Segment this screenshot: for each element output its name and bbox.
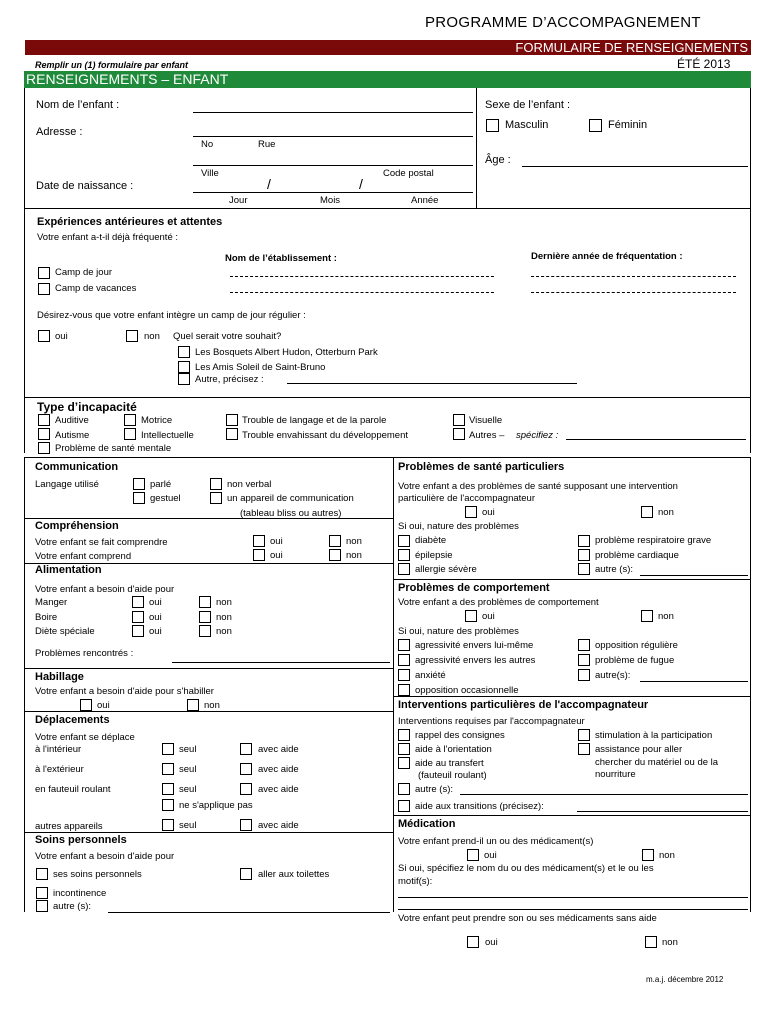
- sante-title: Problèmes de santé particuliers: [398, 461, 565, 473]
- exterieur-aide-label: avec aide: [258, 764, 299, 775]
- autres-checkbox[interactable]: [453, 428, 465, 440]
- dob-slash-1: /: [267, 176, 271, 192]
- child-name-field[interactable]: [193, 112, 473, 113]
- non-verbal-label: non verbal: [227, 479, 272, 490]
- medication-seul-non-checkbox[interactable]: [645, 936, 657, 948]
- right-border-2: [750, 208, 751, 453]
- occasionnelle-checkbox[interactable]: [398, 684, 410, 696]
- diabete-checkbox[interactable]: [398, 535, 410, 547]
- desirez-question: Désirez-vous que votre enfant intègre un camp de jour régulier :: [37, 310, 306, 321]
- ne-sapplique-label: ne s'applique pas: [179, 800, 253, 811]
- habillage-non-label: non: [204, 700, 220, 711]
- medication-specifiez-1: Si oui, spécifiez le nom du ou des médicament(s) et le ou les: [398, 863, 654, 874]
- camp-jour-checkbox[interactable]: [38, 267, 50, 279]
- comportement-autre-field[interactable]: [640, 681, 748, 682]
- soins-title: Soins personnels: [35, 834, 127, 846]
- boire-oui-checkbox[interactable]: [132, 611, 144, 623]
- autres-field[interactable]: [566, 439, 746, 440]
- experiences-question: Votre enfant a-t-il déjà fréquenté :: [37, 232, 179, 243]
- identity-divider: [476, 88, 477, 208]
- comportement-text: Votre enfant a des problèmes de comportement: [398, 597, 599, 608]
- rue-label: Rue: [258, 139, 276, 150]
- interieur-label: à l'intérieur: [35, 744, 82, 755]
- rappel-label: rappel des consignes: [415, 730, 505, 741]
- interventions-requises: Interventions requises par l'accompagnateur: [398, 716, 585, 727]
- exterieur-aide-checkbox[interactable]: [240, 763, 252, 775]
- boire-non-label: non: [216, 612, 232, 623]
- right-border-3: [750, 457, 751, 912]
- manger-oui-label: oui: [149, 597, 162, 608]
- exterieur-seul-checkbox[interactable]: [162, 763, 174, 775]
- option1-checkbox[interactable]: [178, 346, 190, 358]
- transitions-checkbox[interactable]: [398, 800, 410, 812]
- agressivite-lui-label: agressivité envers lui-même: [415, 640, 534, 651]
- comportement-autre-label: autre(s):: [595, 670, 631, 681]
- agressivite-autres-checkbox[interactable]: [398, 654, 410, 666]
- soins-personnels-label: ses soins personnels: [53, 869, 142, 880]
- masculin-checkbox[interactable]: [486, 119, 499, 132]
- sante-text1: Votre enfant a des problèmes de santé supposant une intervention: [398, 481, 678, 492]
- motrice-checkbox[interactable]: [124, 414, 136, 426]
- medication-specifiez-2: motif(s):: [398, 876, 433, 887]
- sante-mentale-checkbox[interactable]: [38, 442, 50, 454]
- interieur-seul-label: seul: [179, 744, 197, 755]
- habillage-question: Votre enfant a besoin d'aide pour s'habiller: [35, 686, 214, 697]
- deplacements-bottom: [24, 832, 393, 833]
- orientation-checkbox[interactable]: [398, 743, 410, 755]
- interieur-aide-checkbox[interactable]: [240, 743, 252, 755]
- problemes-rencontres-field[interactable]: [172, 662, 390, 663]
- boire-oui-label: oui: [149, 612, 162, 623]
- se-fait-label: Votre enfant se fait comprendre: [35, 537, 168, 548]
- se-fait-oui-label: oui: [270, 536, 283, 547]
- camp-jour-etab-field[interactable]: [230, 276, 494, 277]
- langage-label: Trouble de langage et de la parole: [242, 415, 387, 426]
- habillage-oui-label: oui: [97, 700, 110, 711]
- desirez-oui-label: oui: [55, 331, 68, 342]
- autres-label: Autres –: [469, 430, 505, 441]
- parle-checkbox[interactable]: [133, 478, 145, 490]
- comportement-bottom: [393, 696, 751, 697]
- se-fait-non-checkbox[interactable]: [329, 535, 341, 547]
- address-city-field[interactable]: [193, 165, 473, 166]
- sante-autre-field[interactable]: [640, 575, 748, 576]
- comprend-label: Votre enfant comprend: [35, 551, 132, 562]
- camp-vacances-label: Camp de vacances: [55, 283, 137, 294]
- gestuel-label: gestuel: [150, 493, 181, 504]
- visuelle-checkbox[interactable]: [453, 414, 465, 426]
- autres-appareils-seul-label: seul: [179, 820, 197, 831]
- interieur-aide-label: avec aide: [258, 744, 299, 755]
- footer-maj: m.a.j. décembre 2012: [646, 975, 724, 984]
- langage-checkbox[interactable]: [226, 414, 238, 426]
- sante-non-label: non: [658, 507, 674, 518]
- instruction-text: Remplir un (1) formulaire par enfant: [35, 60, 189, 70]
- ville-label: Ville: [201, 168, 219, 179]
- comportement-autre-checkbox[interactable]: [578, 669, 590, 681]
- fauteuil-aide-label: avec aide: [258, 784, 299, 795]
- assistance-label-3: nourriture: [595, 769, 636, 780]
- anxiete-checkbox[interactable]: [398, 669, 410, 681]
- soins-autre-checkbox[interactable]: [36, 900, 48, 912]
- soins-question: Votre enfant a besoin d'aide pour: [35, 851, 175, 862]
- incapacite-title: Type d’incapacité: [37, 400, 137, 414]
- specifiez-label: spécifiez :: [516, 430, 559, 441]
- etab-header: Nom de l’établissement :: [225, 253, 337, 264]
- comportement-non-checkbox[interactable]: [641, 610, 653, 622]
- annee-label: Année: [411, 195, 439, 206]
- envahissant-label: Trouble envahissant du développement: [242, 430, 409, 441]
- toilettes-checkbox[interactable]: [240, 868, 252, 880]
- stimulation-label: stimulation à la participation: [595, 730, 713, 741]
- gestuel-checkbox[interactable]: [133, 492, 145, 504]
- diete-non-label: non: [216, 626, 232, 637]
- transitions-field[interactable]: [577, 811, 748, 812]
- auditive-checkbox[interactable]: [38, 414, 50, 426]
- medication-question: Votre enfant prend-il un ou des médicament(s): [398, 836, 594, 847]
- fauteuil-aide-checkbox[interactable]: [240, 783, 252, 795]
- auditive-label: Auditive: [55, 415, 89, 426]
- camp-jour-label: Camp de jour: [55, 267, 113, 278]
- sante-text2: particulière de l'accompagnateur: [398, 493, 536, 504]
- camp-vacances-checkbox[interactable]: [38, 283, 50, 295]
- alimentation-title: Alimentation: [35, 564, 102, 576]
- desirez-non-checkbox[interactable]: [126, 330, 138, 342]
- incapacite-bottom-border: [24, 457, 751, 458]
- habillage-bottom: [24, 711, 393, 712]
- medication-oui-checkbox[interactable]: [467, 849, 479, 861]
- manger-label: Manger: [35, 597, 68, 608]
- interieur-seul-checkbox[interactable]: [162, 743, 174, 755]
- incontinence-checkbox[interactable]: [36, 887, 48, 899]
- comportement-nature: Si oui, nature des problèmes: [398, 626, 519, 637]
- manger-non-checkbox[interactable]: [199, 596, 211, 608]
- intellectuelle-checkbox[interactable]: [124, 428, 136, 440]
- camp-vacances-annee-field[interactable]: [531, 292, 736, 293]
- dob-slash-2: /: [359, 176, 363, 192]
- diabete-label: diabète: [415, 535, 447, 546]
- no-label: No: [201, 139, 214, 150]
- sante-autre-checkbox[interactable]: [578, 563, 590, 575]
- option3-checkbox[interactable]: [178, 373, 190, 385]
- problemes-rencontres-label: Problèmes rencontrés :: [35, 648, 134, 659]
- respiratoire-checkbox[interactable]: [578, 535, 590, 547]
- alimentation-bottom: [24, 668, 393, 669]
- diete-non-checkbox[interactable]: [199, 625, 211, 637]
- age-label: Âge :: [485, 154, 511, 166]
- ne-sapplique-checkbox[interactable]: [162, 799, 174, 811]
- code-postal-label: Code postal: [383, 168, 434, 179]
- option2-label: Les Amis Soleil de Saint-Bruno: [195, 362, 326, 373]
- left-border-3: [24, 457, 25, 912]
- occasionnelle-label: opposition occasionnelle: [415, 685, 519, 696]
- feminin-checkbox[interactable]: [589, 119, 602, 132]
- medication-seul-oui-label: oui: [485, 937, 498, 948]
- fugue-checkbox[interactable]: [578, 654, 590, 666]
- mois-label: Mois: [320, 195, 341, 206]
- experiences-title: Expériences antérieures et attentes: [37, 216, 223, 228]
- motrice-label: Motrice: [141, 415, 173, 426]
- autres-appareils-label: autres appareils: [35, 821, 103, 832]
- habillage-title: Habillage: [35, 671, 84, 683]
- desirez-oui-checkbox[interactable]: [38, 330, 50, 342]
- option2-checkbox[interactable]: [178, 361, 190, 373]
- medication-non-checkbox[interactable]: [642, 849, 654, 861]
- cardiaque-checkbox[interactable]: [578, 549, 590, 561]
- allergie-checkbox[interactable]: [398, 563, 410, 575]
- langage-utilise-label: Langage utilisé: [35, 479, 99, 490]
- stimulation-checkbox[interactable]: [578, 729, 590, 741]
- diete-oui-label: oui: [149, 626, 162, 637]
- banner-red-title: FORMULAIRE DE RENSEIGNEMENTS: [515, 40, 748, 55]
- comprehension-title: Compréhension: [35, 520, 119, 532]
- season-label: ÉTÉ 2013: [677, 57, 731, 71]
- address-street-field[interactable]: [193, 136, 473, 137]
- fauteuil-seul-checkbox[interactable]: [162, 783, 174, 795]
- banner-green-title: RENSEIGNEMENTS – ENFANT: [26, 71, 229, 87]
- agressivite-autres-label: agressivité envers les autres: [415, 655, 536, 666]
- soins-personnels-checkbox[interactable]: [36, 868, 48, 880]
- se-fait-oui-checkbox[interactable]: [253, 535, 265, 547]
- fauteuil-seul-label: seul: [179, 784, 197, 795]
- autisme-checkbox[interactable]: [38, 428, 50, 440]
- comportement-title: Problèmes de comportement: [398, 582, 550, 594]
- anxiete-label: anxiété: [415, 670, 446, 681]
- non-verbal-checkbox[interactable]: [210, 478, 222, 490]
- fauteuil-label: en fauteuil roulant: [35, 784, 111, 795]
- comprend-oui-label: oui: [270, 550, 283, 561]
- option1-label: Les Bosquets Albert Hudon, Otterburn Park: [195, 347, 378, 358]
- desirez-non-label: non: [144, 331, 160, 342]
- toilettes-label: aller aux toilettes: [258, 869, 330, 880]
- communication-bottom: [24, 518, 393, 519]
- option3-field[interactable]: [287, 383, 577, 384]
- medication-field-1[interactable]: [398, 897, 748, 898]
- agressivite-lui-checkbox[interactable]: [398, 639, 410, 651]
- sexe-label: Sexe de l’enfant :: [485, 99, 571, 111]
- age-field[interactable]: [522, 166, 748, 167]
- camp-vacances-etab-field[interactable]: [230, 292, 494, 293]
- derniere-header: Dernière année de fréquentation :: [531, 251, 683, 262]
- epilepsie-checkbox[interactable]: [398, 549, 410, 561]
- medication-seul-oui-checkbox[interactable]: [467, 936, 479, 948]
- cardiaque-label: problème cardiaque: [595, 550, 679, 561]
- interventions-autre-label: autre (s):: [415, 784, 454, 795]
- boire-non-checkbox[interactable]: [199, 611, 211, 623]
- comportement-non-label: non: [658, 611, 674, 622]
- respiratoire-label: problème respiratoire grave: [595, 535, 712, 546]
- manger-non-label: non: [216, 597, 232, 608]
- dob-label: Date de naissance :: [36, 180, 134, 192]
- child-name-label: Nom de l’enfant :: [36, 99, 120, 111]
- autres-appareils-aide-label: avec aide: [258, 820, 299, 831]
- souhait-label: Quel serait votre souhait?: [173, 331, 282, 342]
- interventions-autre-field[interactable]: [460, 794, 748, 795]
- transitions-label: aide aux transitions (précisez):: [415, 801, 544, 812]
- sante-oui-checkbox[interactable]: [465, 506, 477, 518]
- assistance-label-2: chercher du matériel ou de la: [595, 757, 719, 768]
- sante-bottom: [393, 579, 751, 580]
- experiences-bottom-border: [24, 397, 751, 398]
- medication-oui-label: oui: [484, 850, 497, 861]
- autres-appareils-seul-checkbox[interactable]: [162, 819, 174, 831]
- left-border: [24, 88, 25, 208]
- visuelle-label: Visuelle: [469, 415, 503, 426]
- sante-oui-label: oui: [482, 507, 495, 518]
- parle-label: parlé: [150, 479, 172, 490]
- transfert-label-1: aide au transfert: [415, 758, 484, 769]
- jour-label: Jour: [229, 195, 248, 206]
- diete-oui-checkbox[interactable]: [132, 625, 144, 637]
- sante-mentale-label: Problème de santé mentale: [55, 443, 172, 454]
- option3-label: Autre, précisez :: [195, 374, 264, 385]
- medication-seul: Votre enfant peut prendre son ou ses médicaments sans aide: [398, 913, 657, 924]
- column-divider: [393, 457, 394, 912]
- bliss-label: (tableau bliss ou autres): [240, 508, 342, 519]
- exterieur-label: à l'extérieur: [35, 764, 84, 775]
- feminin-label: Féminin: [608, 119, 648, 131]
- interventions-bottom: [393, 815, 751, 816]
- appareil-label: un appareil de communication: [227, 493, 354, 504]
- camp-jour-annee-field[interactable]: [531, 276, 736, 277]
- comprend-non-checkbox[interactable]: [329, 549, 341, 561]
- rappel-checkbox[interactable]: [398, 729, 410, 741]
- exterieur-seul-label: seul: [179, 764, 197, 775]
- envahissant-checkbox[interactable]: [226, 428, 238, 440]
- comprend-oui-checkbox[interactable]: [253, 549, 265, 561]
- habillage-non-checkbox[interactable]: [187, 699, 199, 711]
- address-label: Adresse :: [36, 126, 83, 138]
- medication-seul-non-label: non: [662, 937, 678, 948]
- assistance-label-1: assistance pour aller: [595, 744, 683, 755]
- medication-non-label: non: [659, 850, 675, 861]
- masculin-label: Masculin: [505, 119, 549, 131]
- autres-appareils-aide-checkbox[interactable]: [240, 819, 252, 831]
- orientation-label: aide à l'orientation: [415, 744, 492, 755]
- habillage-oui-checkbox[interactable]: [80, 699, 92, 711]
- alimentation-question: Votre enfant a besoin d'aide pour: [35, 584, 175, 595]
- assistance-checkbox[interactable]: [578, 743, 590, 755]
- deplacements-title: Déplacements: [35, 714, 110, 726]
- identity-bottom-border: [24, 208, 751, 209]
- fugue-label: problème de fugue: [595, 655, 675, 666]
- sante-non-checkbox[interactable]: [641, 506, 653, 518]
- deplacements-question: Votre enfant se déplace: [35, 732, 135, 743]
- intellectuelle-label: Intellectuelle: [141, 430, 194, 441]
- medication-field-2[interactable]: [398, 909, 748, 910]
- appareil-checkbox[interactable]: [210, 492, 222, 504]
- se-fait-non-label: non: [346, 536, 362, 547]
- right-border: [750, 88, 751, 208]
- communication-title: Communication: [35, 461, 119, 473]
- sante-autre-label: autre (s):: [595, 564, 634, 575]
- epilepsie-label: épilepsie: [415, 550, 453, 561]
- interventions-title: Interventions particulières de l'accompagnateur: [398, 699, 649, 711]
- sante-nature: Si oui, nature des problèmes: [398, 521, 519, 532]
- incontinence-label: incontinence: [53, 888, 107, 899]
- soins-autre-label: autre (s):: [53, 901, 92, 912]
- autisme-label: Autisme: [55, 430, 90, 441]
- dob-field[interactable]: [193, 192, 473, 193]
- soins-autre-field[interactable]: [108, 912, 390, 913]
- form-title: PROGRAMME D’ACCOMPAGNEMENT: [425, 14, 701, 31]
- opposition-reguliere-label: opposition régulière: [595, 640, 678, 651]
- diete-label: Diète spéciale: [35, 626, 95, 637]
- comportement-oui-checkbox[interactable]: [465, 610, 477, 622]
- manger-oui-checkbox[interactable]: [132, 596, 144, 608]
- comportement-oui-label: oui: [482, 611, 495, 622]
- left-border-2: [24, 208, 25, 453]
- medication-title: Médication: [398, 818, 456, 830]
- opposition-reguliere-checkbox[interactable]: [578, 639, 590, 651]
- interventions-autre-checkbox[interactable]: [398, 783, 410, 795]
- comprend-non-label: non: [346, 550, 362, 561]
- transfert-checkbox[interactable]: [398, 757, 410, 769]
- allergie-label: allergie sévère: [415, 564, 477, 575]
- boire-label: Boire: [35, 612, 58, 623]
- transfert-label-2: (fauteuil roulant): [418, 770, 487, 781]
